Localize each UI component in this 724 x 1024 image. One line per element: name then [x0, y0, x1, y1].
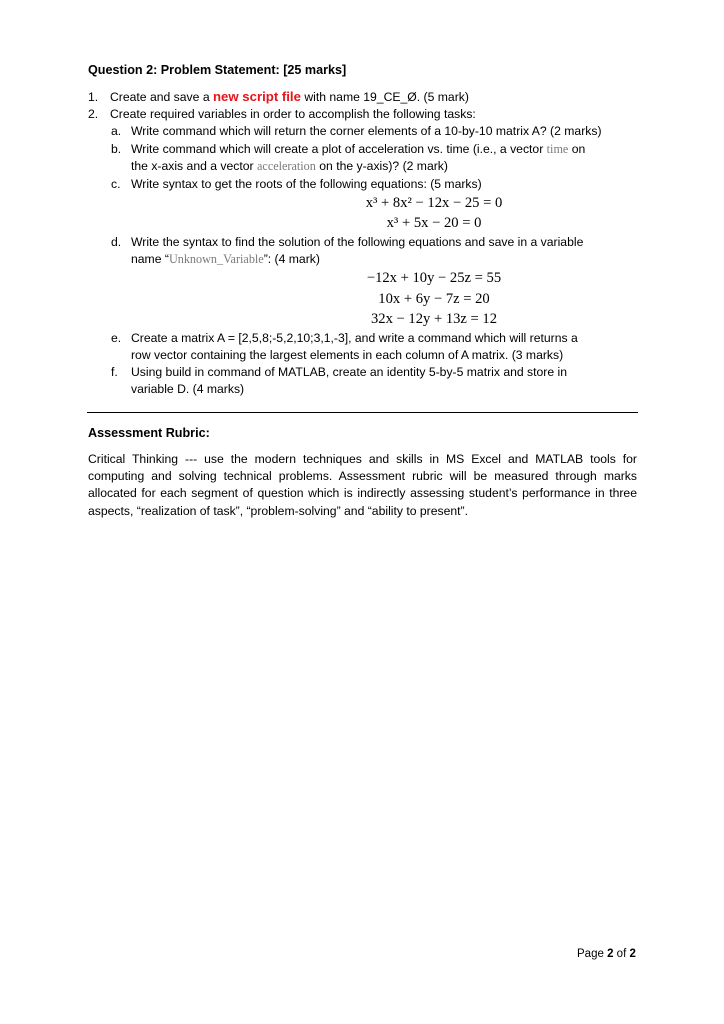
- list-item-1-text: [110, 89, 469, 105]
- item-text: the x-axis and a vector: [131, 159, 257, 173]
- footer-text: Page: [577, 948, 604, 960]
- sub-item-d-line1: Write the syntax to find the solution of the following equations and save in a variable: [131, 235, 584, 249]
- item-text: with name 19_CE_Ø. (5 mark): [300, 90, 469, 104]
- equation: 10x + 6y − 7z = 20: [378, 291, 490, 307]
- page-number: [577, 948, 636, 960]
- sub-item-label: f.: [111, 365, 118, 379]
- sub-item-f-line2: variable D. (4 marks): [131, 382, 245, 396]
- list-number: 2.: [88, 107, 99, 121]
- list-item-2-text: Create required variables in order to accomplish the following tasks:: [110, 107, 476, 121]
- sub-item-e-line1: Create a matrix A = [2,5,8;-5,2,10;3,1,-3], and write a command which will returns a: [131, 331, 578, 345]
- item-text: Write command which will create a plot of acceleration vs. time (i.e., a vector: [131, 142, 547, 156]
- sub-item-c-text: Write syntax to get the roots of the following equations: (5 marks): [131, 177, 482, 191]
- code-word: acceleration: [257, 159, 316, 173]
- equation: x³ + 5x − 20 = 0: [386, 215, 482, 231]
- sub-item-label: a.: [111, 124, 122, 138]
- equation: −12x + 10y − 25z = 55: [366, 270, 502, 286]
- sub-item-label: e.: [111, 331, 122, 345]
- equation: x³ + 8x² − 12x − 25 = 0: [365, 195, 503, 211]
- highlight-text: new script file: [212, 89, 301, 104]
- sub-item-d-line2: [131, 251, 320, 267]
- equation: 32x − 12y + 13z = 12: [370, 311, 498, 327]
- list-item-1: [88, 89, 98, 105]
- sub-item-label: c.: [111, 177, 121, 191]
- item-text: on: [568, 142, 586, 156]
- sub-item-f-line1: Using build in command of MATLAB, create an identity 5-by-5 matrix and store in: [131, 365, 568, 379]
- sub-item-label: d.: [111, 235, 122, 249]
- item-text: name “: [131, 252, 169, 266]
- current-page: 2: [607, 948, 614, 960]
- code-word: time: [546, 142, 569, 156]
- sub-item-label: b.: [111, 142, 122, 156]
- horizontal-divider: [87, 412, 638, 413]
- item-text: ”: (4 mark): [263, 252, 320, 266]
- list-number: 1.: [88, 90, 99, 104]
- item-text: Create and save a: [110, 90, 213, 104]
- sub-item-b-line1: [131, 141, 585, 157]
- rubric-title: Assessment Rubric:: [88, 426, 210, 440]
- code-word: Unknown_Variable: [168, 252, 264, 266]
- sub-item-e-line2: row vector containing the largest elements in each column of A matrix. (3 marks): [131, 348, 564, 362]
- sub-item-b-line2: [131, 158, 448, 174]
- total-pages: 2: [629, 948, 636, 960]
- question-title: Question 2: Problem Statement: [25 marks]: [88, 63, 347, 77]
- item-text: on the y-axis)? (2 mark): [315, 159, 448, 173]
- footer-text: of: [616, 948, 627, 960]
- sub-item-a-text: Write command which will return the corner elements of a 10-by-10 matrix A? (2 marks): [131, 124, 602, 138]
- rubric-paragraph: Critical Thinking --- use the modern techniques and skills in MS Excel and MATLAB tools for computing and solving technical problems. Assessment rubric will be measured through marks allocated for each segment of question which is indirectly assessing student’s performance in three aspects, “realization of task”, “problem-solving” and “ability to present”.: [88, 452, 637, 518]
